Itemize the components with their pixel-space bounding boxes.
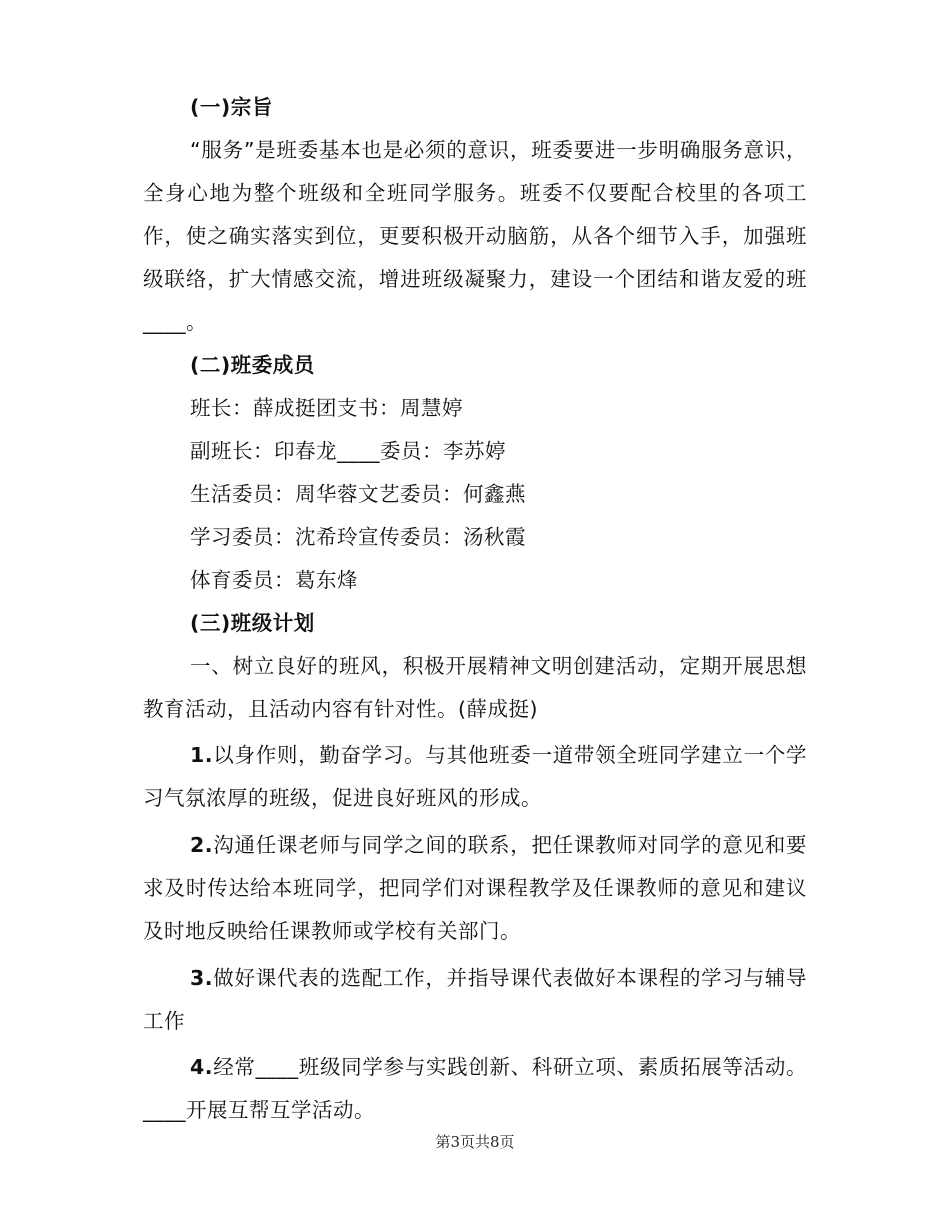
plan-item-number: 3.	[190, 966, 214, 990]
section-heading-purpose: (一)宗旨	[190, 95, 273, 119]
plan-intro-paragraph: 一、树立良好的班风，积极开展精神文明创建活动，定期开展思想教育活动，且活动内容有针对性。(薛成挺)	[143, 654, 807, 721]
section-heading-members: (二)班委成员	[190, 353, 315, 377]
section-heading-plan: (三)班级计划	[190, 611, 315, 635]
member-line: 班长：薛成挺团支书：周慧婷	[190, 396, 463, 420]
purpose-paragraph: “服务”是班委基本也是必须的意识，班委要进一步明确服务意识，全身心地为整个班级和全班同学服务。班委不仅要配合校里的各项工作，使之确实落实到位，更要积极开动脑筋，从各个细节入手，加强班级联络，扩大情感交流，增进班级凝聚力，建设一个团结和谐友爱的班____。	[143, 138, 807, 334]
member-line: 生活委员：周华蓉文艺委员：何鑫燕	[190, 482, 526, 506]
plan-item-text: 沟通任课老师与同学之间的联系，把任课教师对同学的意见和要求及时传达给本班同学，把同学们对课程教学及任课教师的意见和建议及时地反映给任课教师或学校有关部门。	[143, 833, 807, 943]
member-line: 学习委员：沈希玲宣传委员：汤秋霞	[190, 525, 526, 549]
plan-item	[143, 957, 807, 1043]
member-line: 副班长：印春龙____委员：李苏婷	[190, 439, 506, 463]
plan-item-text: 经常____班级同学参与实践创新、科研立项、素质拓展等活动。____开展互帮互学活动。	[143, 1055, 807, 1122]
plan-item-number: 4.	[190, 1055, 214, 1079]
page-number-footer: 第3页共8页	[435, 1133, 515, 1151]
plan-item	[143, 734, 807, 820]
plan-item-number: 2.	[190, 833, 214, 857]
plan-item	[143, 1046, 807, 1132]
plan-item-text: 以身作则，勤奋学习。与其他班委一道带领全班同学建立一个学习气氛浓厚的班级，促进良好班风的形成。	[143, 743, 807, 810]
member-line: 体育委员：葛东烽	[190, 568, 358, 592]
plan-item	[143, 824, 807, 953]
plan-item-number: 1.	[190, 743, 214, 767]
document-body	[143, 86, 807, 1132]
plan-item-text: 做好课代表的选配工作，并指导课代表做好本课程的学习与辅导工作	[143, 966, 807, 1033]
